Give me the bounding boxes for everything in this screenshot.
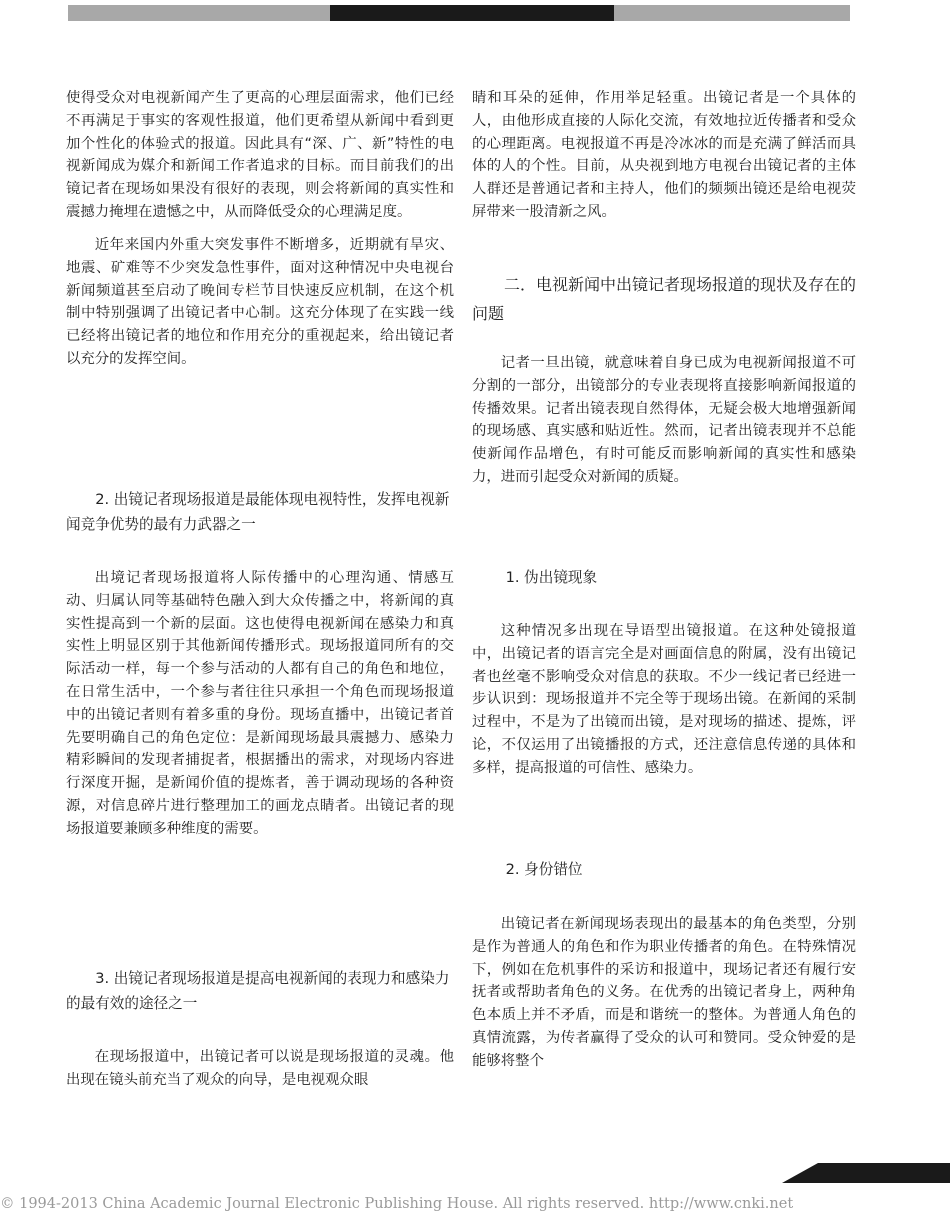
right-paragraph-1: 睛和耳朵的延伸，作用举足轻重。出镜记者是一个具体的人，由他形成直接的人际化交流，有效地拉近传播者和受众的心理距离。电视报道不再是冷冰冰的而是充满了鲜活而具体的人的个性。目前，从央视到地方电视台出镜记者的主体人群还是普通记者和主持人，他们的频频出镜还是给电视荧屏带来一股清新之风。 [472,90,856,220]
right-paragraph-3: 这种情况多出现在导语型出镜报道。在这种处镜报道中，出镜记者的语言完全是对画面信息的附属，没有出镜记者也丝毫不影响受众对信息的获取。不少一线记者已经进一步认识到：现场报道并不完全等于现场出镜。在新闻的采制过程中，不是为了出镜而出镜，是对现场的描述、提炼，评论，不仅运用了出镜播报的方式，还注意信息传递的具体和多样，提高报道的可信性、感染力。 [472,623,856,776]
right-paragraph-2: 记者一旦出镜，就意味着自身已成为电视新闻报道不可分割的一部分，出镜部分的专业表现将直接影响新闻报道的传播效果。记者出镜表现自然得体，无疑会极大地增强新闻的现场感、真实感和贴近性。然而，记者出镜表现并不总能使新闻作品增色，有时可能反而影响新闻的真实性和感染力，进而引起受众对新闻的质疑。 [472,355,856,485]
right-heading-2: 2. 身份错位 [505,861,583,878]
left-heading-3: 3. 出镜记者现场报道是提高电视新闻的表现力和感染力的最有效的途径之一 [66,970,450,1012]
left-paragraph-4: 在现场报道中，出镜记者可以说是现场报道的灵魂。他出现在镜头前充当了观众的向导，是电视观众眼 [66,1049,454,1088]
copyright-footer: © 1994-2013 China Academic Journal Electronic Publishing House. All rights reserved. http://www.cnki.net [0,1196,794,1212]
header-bar-left-segment [68,5,330,21]
left-paragraph-3: 出境记者现场报道将人际传播中的心理沟通、情感互动、归属认同等基础特色融入到大众传播之中，将新闻的真实性提高到一个新的层面。这也使得电视新闻在感染力和真实性上明显区别于其他新闻传播形式。现场报道同所有的交际活动一样，每一个参与活动的人都有自己的角色和地位，在日常生活中，一个参与者往往只承担一个角色而现场报道中的出镜记者则有着多重的身份。现场直播中，出镜记者首先要明确自己的角色定位：是新闻现场最具震撼力、感染力精彩瞬间的发现者捕捉者，根据播出的需求，对现场内容进行深度开掘，是新闻价值的提炼者，善于调动现场的各种资源，对信息碎片进行整理加工的画龙点睛者。出镜记者的现场报道要兼顾多种维度的需要。 [66,570,454,837]
header-bar-center-segment [330,5,614,21]
right-heading-1: 1. 伪出镜现象 [505,569,598,586]
section-heading: 二．电视新闻中出镜记者现场报道的现状及存在的问题 [472,275,857,323]
corner-decoration-shape [782,1163,950,1183]
right-paragraph-4: 出镜记者在新闻现场表现出的最基本的角色类型，分别是作为普通人的角色和作为职业传播者的角色。在特殊情况下，例如在危机事件的采访和报道中，现场记者还有履行安抚者或帮助者角色的义务。在优秀的出镜记者身上，两种角色本质上并不矛盾，而是和谐统一的整体。为普通人角色的真情流露，为传者赢得了受众的认可和赞同。受众钟爱的是能够将整个 [472,916,856,1069]
left-paragraph-1: 使得受众对电视新闻产生了更高的心理层面需求，他们已经不再满足于事实的客观性报道，他们更希望从新闻中看到更加个性化的体验式的报道。因此具有“深、广、新”特性的电视新闻成为媒介和新闻工作者追求的目标。而目前我们的出镜记者在现场如果没有很好的表现，则会将新闻的真实性和震撼力掩埋在遗憾之中，从而降低受众的心理满足度。 [66,90,454,220]
header-bar-right-segment [614,5,850,21]
left-heading-2: 2. 出镜记者现场报道是最能体现电视特性，发挥电视新闻竞争优势的最有力武器之一 [66,491,450,533]
header-decoration-bar [68,5,850,21]
left-paragraph-2: 近年来国内外重大突发事件不断增多，近期就有旱灾、地震、矿难等不少突发急性事件，面对这种情况中央电视台新闻频道甚至启动了晚间专栏节目快速反应机制，在这个机制中特别强调了出镜记者中心制。这充分体现了在实践一线已经将出镜记者的地位和作用充分的重视起来，给出镜记者以充分的发挥空间。 [66,237,454,367]
